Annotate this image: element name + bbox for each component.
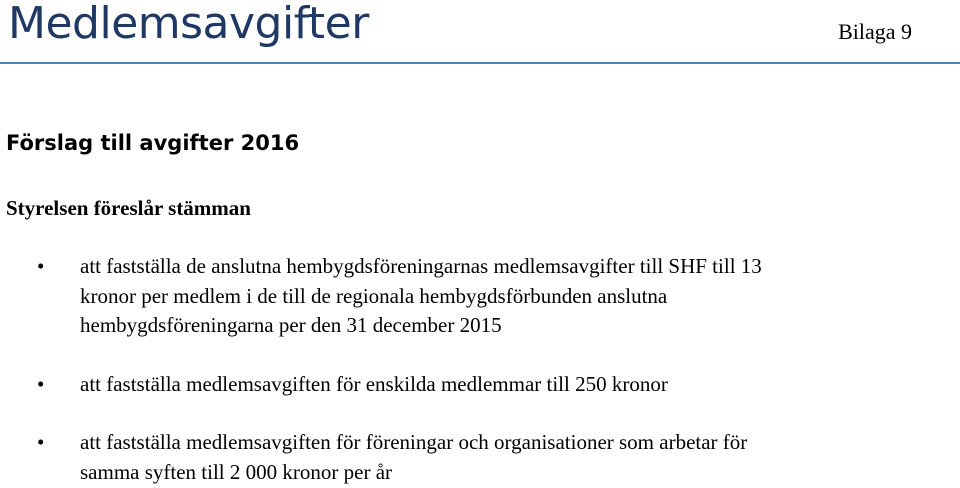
list-item-text — [80, 252, 915, 341]
list-item — [0, 428, 960, 487]
bullet-icon: • — [37, 254, 45, 278]
list-item-line: att fastställa medlemsavgiften för föreningar och organisationer som arbetar för — [80, 430, 748, 454]
list-item-line: samma syften till 2 000 kronor per år — [80, 459, 393, 484]
bullet-icon: • — [37, 371, 45, 396]
section-heading: Förslag till avgifter 2016 — [6, 131, 300, 155]
list-item-line: att fastställa de anslutna hembygdsföreningarnas medlemsavgifter till SHF till 13 — [80, 254, 762, 278]
list-item-text — [80, 428, 915, 487]
list-item-line: hembygdsföreningarna per den 31 december 2015 — [80, 313, 502, 337]
page-title: Medlemsavgifter — [8, 0, 369, 49]
section-lead: Styrelsen föreslår stämman — [6, 196, 251, 220]
list-item-line: kronor per medlem i de till de regionala hembygdsförbunden anslutna — [80, 283, 668, 308]
list-item-line: att fastställa medlemsavgiften för enskilda medlemmar till 250 kronor — [80, 371, 668, 396]
list-item — [0, 370, 960, 400]
bullet-icon: • — [37, 430, 45, 454]
list-item — [0, 252, 960, 341]
page-header — [0, 0, 960, 64]
proposal-list — [0, 252, 960, 487]
list-item-text — [80, 370, 915, 400]
header-divider — [0, 62, 960, 64]
appendix-label: Bilaga 9 — [838, 19, 912, 44]
